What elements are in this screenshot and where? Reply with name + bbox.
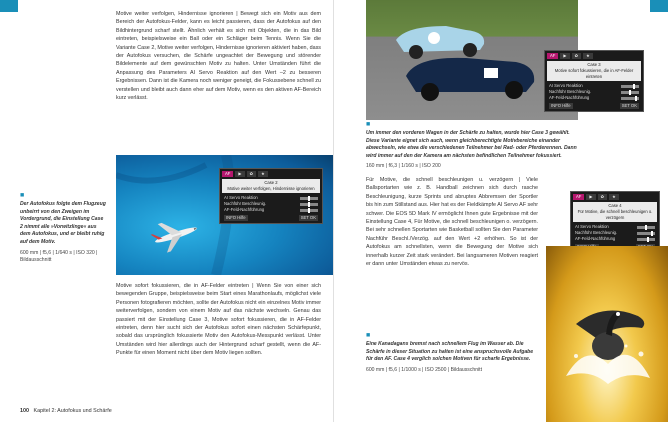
slider-bar (300, 209, 318, 212)
caption-marker-icon: ■ (20, 192, 25, 199)
menu-ok-button[interactable]: SET OK (621, 103, 637, 108)
goose-icon (576, 311, 644, 360)
menu-row-label: Nachführ Beschleunig. (575, 230, 618, 235)
menu-row-label: AI Servo Reaktion (575, 224, 609, 229)
menu-row-label: Nachführ Beschleunig. (549, 89, 592, 94)
menu-help-button[interactable]: INFO Hilfe (226, 215, 246, 220)
menu-case-description: Motive weiter verfolgen, Hindernisse ignorieren (227, 186, 315, 191)
slider-bar (300, 203, 318, 206)
caption-text: Um immer den vorderen Wagen in der Schärfe zu halten, wurde hier Case 3 gewählt. Diese Variante eignet sich auch, wenn gleichberechtigte Motivbereiche einander abwechseln, wie etwa die verschiedenen Teilnehmer bei Rad- oder Pferderennen. Dann wird immer auf den der Kamera am nächsten befindlichen Teilnehmer fokussiert. (366, 130, 577, 159)
menu-tab-af[interactable]: AF (547, 53, 558, 59)
menu-row-label: AI Servo Reaktion (549, 83, 583, 88)
caption-marker-icon: ■ (366, 332, 371, 339)
menu-row-label: AI Servo Reaktion (224, 195, 258, 200)
page-footer-left (20, 408, 112, 414)
chapter-title: Kapitel 2: Autofokus und Schärfe (33, 408, 112, 414)
menu-row[interactable] (222, 207, 320, 213)
menu-case-description: Für Motive, die schnell beschleunigen o. verzögern (577, 209, 653, 220)
caption-text: Eine Kanadagans bremst nach schnellem Flug im Wasser ab. Die Schärfe in dieser Situation zu halten ist eine anspruchsvolle Aufgabe für den AF. Case 4 verglich solchen Motiven für scharfe Ergebnisse. (366, 341, 534, 363)
menu-tab-mymenu[interactable]: ★ (583, 53, 593, 59)
dark-blue-race-car-icon (406, 58, 534, 101)
slider-bar (300, 197, 318, 200)
caption-meta: 160 mm | f6,3 | 1/160 s | ISO 200 (366, 163, 441, 170)
slider-bar (637, 232, 655, 235)
caption-meta: 600 mm | f5,6 | 1/640 s | ISO 320 | Bildausschnitt (20, 249, 98, 264)
body-paragraph-case4: Für Motive, die schnell beschleunigen u. verzögern | Viele Ballsportarten wie z. B. Handball zeichnen sich durch rasche Beschleunigung, kurze Sprints und abruptes Abbremsen der Sportler bis hin zum Stillstand aus. Hier hat es der Fieldkämpfe AI Servo AF sehr schwer. Die EOS 5D Mark IV ermöglicht Ihnen gute Ergebnisse mit der Einstellung Case 4, Für Motive, die schnell beschleunigen o. verzögern. Bei sehr schnellen Sportarten wie Basketball sollten Sie den Parameter Nachführ Beschl./Verzög. auf den Wert +2 erhöhen. So ist der Autofokus am schnellsten, wenn die Bewegung der Motive sich innerhalb kurzer Zeit stark verändert. Bei langsameren Motiven reagiert er dann unter Umständen etwas zu nervös. (366, 177, 538, 268)
chapter-tab-marker (650, 0, 668, 12)
menu-row[interactable] (573, 236, 657, 242)
caption-text: Der Autofokus folgte dem Flugzeug unbeirrt von den Zweigen im Vordergrund, die Einstellung Case 2 nimmt alle »Vorwitzlinge« aus dem Autofokus, und er bleibt ruhig auf dem Motiv. (20, 201, 106, 245)
menu-help-button[interactable]: INFO Hilfe (551, 103, 571, 108)
caption-marker-icon: ■ (366, 121, 371, 128)
slider-bar (637, 226, 655, 229)
menu-ok-button[interactable]: SET OK (300, 215, 316, 220)
menu-tab-af[interactable]: AF (573, 194, 584, 200)
caption-race-cars (366, 122, 578, 171)
menu-tab-settings[interactable]: ✿ (247, 171, 257, 177)
camera-af-menu-case3 (544, 50, 644, 112)
slider-bar (621, 97, 639, 100)
menu-row-label: AF-Feld-Nachführung (575, 236, 616, 241)
menu-tab-mymenu[interactable]: ★ (258, 171, 268, 177)
menu-case-title: Case 3 (587, 62, 601, 67)
slider-bar (621, 91, 639, 94)
menu-tab-play[interactable]: ▶ (586, 194, 595, 200)
menu-row-label: Nachführ Beschleunig. (224, 201, 267, 206)
caption-meta: 600 mm | f5,6 | 1/1000 s | ISO 2500 | Bildausschnitt (366, 366, 483, 373)
body-paragraph-case2: Motive weiter verfolgen, Hindernisse ignorieren | Bewegt sich ein Motiv aus dem Bereich der Autofokus-Felder, kann es leicht passieren, dass der Autofokus auf den Bildhintergrund scharf stellt. Ähnlich verhält es sich mit Objekten, die in das Bild eintreten, beispielsweise ein Ball oder ein Schläger beim Tennis. Wenn Sie die Variante Case 2, Motive weiter verfolgen, Hindernisse ignorieren aktiviert haben, dass der Autofokus versuchen, die Schärfe ungeachtet der Bewegung und störender Bildelemente auf dem gewünschten Motiv zu halten. Unter Umständen führt die Anpassung des Parameters AI Servo Reaktion auf den Wert –2 zu besseren Ergebnissen. Dann ist die Kamera noch weniger geneigt, die Fokussebene schnell zu verstellen und bleibt auch dann eher auf dem Motiv, wenn es den aktiven AF-Bereich kurz verlässt. (116, 11, 321, 102)
light-blue-race-car-icon (396, 26, 484, 59)
menu-row[interactable] (547, 95, 641, 101)
menu-row-label: AF-Feld-Nachführung (224, 207, 265, 212)
caption-airplane (20, 193, 106, 265)
menu-row-label: AF-Feld-Nachführung (549, 95, 590, 100)
right-page (334, 0, 668, 422)
camera-af-menu-case4 (570, 191, 660, 253)
chapter-tab-marker (0, 0, 18, 12)
slider-bar (637, 238, 655, 241)
camera-af-menu-case2 (219, 168, 323, 224)
menu-case-title: Case 4 (608, 203, 622, 208)
menu-case-box (573, 202, 657, 222)
menu-case-title: Case 2 (264, 180, 278, 185)
menu-case-box (547, 61, 641, 81)
menu-tab-settings[interactable]: ✿ (572, 53, 582, 59)
menu-tab-play[interactable]: ▶ (560, 53, 569, 59)
body-paragraph-case3: Motive sofort fokussieren, die in AF-Felder eintreten | Wenn Sie von einer sich bewegenden Gruppe, beispielsweise beim Start eines Marathonlaufs, möglichst viele Personen fotografieren möchten, sollte der Autofokus nicht ein einzelnes Motiv immer weiterverfolgen, sondern von einem Motiv auf das nächste wechseln. Genau das passiert mit der Einstellung Case 3, Motive sofort fokussieren, die in AF-Felder eintreten, denn hier sucht sich der Autofokus sofort einen nächsten Schärfepunkt, sobald das ursprünglich fokussierte Motiv den Autofokus-Messpunkt verlässt. Unter Umständen wird hier allerdings auch der Hintergrund scharf gestellt, wenn die AF-Punkte für einen Moment nicht über dem Motiv liegen sollten. (116, 283, 321, 357)
page-number: 100 (20, 408, 29, 414)
caption-goose (366, 333, 538, 374)
menu-case-box (222, 179, 320, 193)
goose-photo (546, 246, 668, 422)
menu-tab-settings[interactable]: ✿ (598, 194, 608, 200)
airplane-icon (148, 213, 201, 256)
menu-tab-af[interactable]: AF (222, 171, 233, 177)
menu-tab-play[interactable]: ▶ (235, 171, 244, 177)
menu-case-description: Motive sofort fokussieren, die in AF-Felder eintreten (554, 68, 634, 79)
menu-tab-mymenu[interactable]: ★ (609, 194, 619, 200)
slider-bar (621, 85, 639, 88)
